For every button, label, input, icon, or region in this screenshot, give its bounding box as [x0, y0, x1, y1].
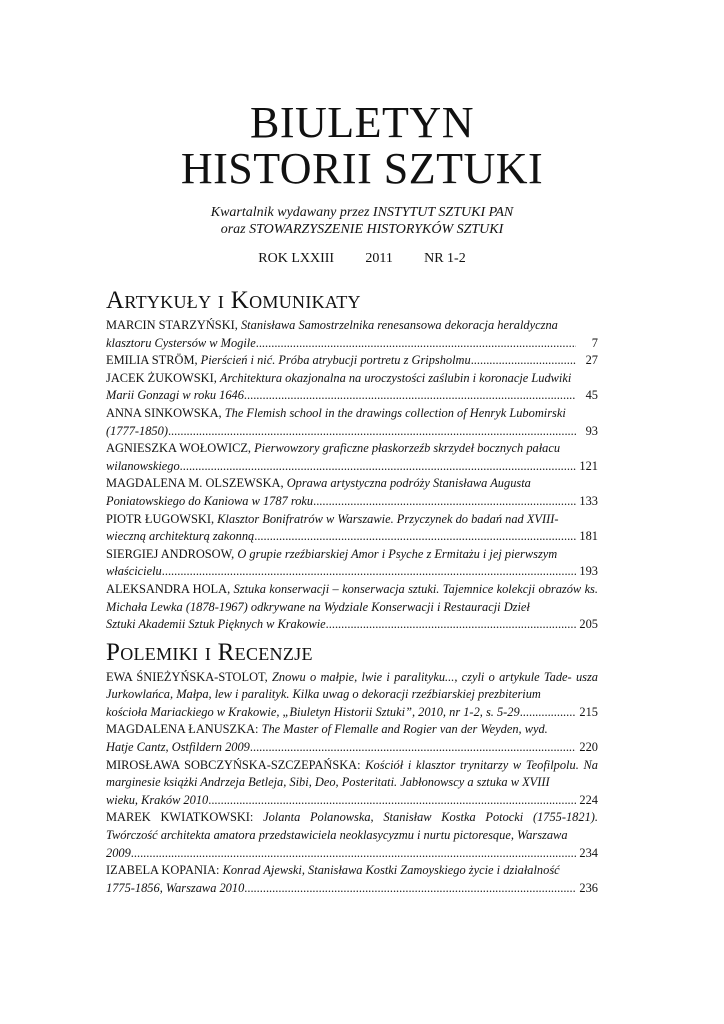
- toc-entry-line: [106, 739, 598, 757]
- entry-page-number: 93: [585, 423, 598, 438]
- entry-title: Jolanta Polanowska, Stanisław Kostka Potocki (1755-1821).: [263, 810, 598, 825]
- toc-entry: [106, 721, 598, 756]
- entry-title-end: 1775-1856, Warszawa 2010: [106, 880, 245, 895]
- journal-title-line2: HISTORII SZTUKI: [180, 144, 544, 193]
- toc-entry: [106, 546, 598, 581]
- entry-author: MAREK KWIATKOWSKI:: [106, 810, 264, 825]
- entry-author: EWA ŚNIEŻYŃSKA-STOLOT,: [106, 669, 273, 684]
- dot-leader: [313, 493, 576, 511]
- entry-title-end: klasztoru Cystersów w Mogile: [106, 335, 256, 350]
- entry-author: MARCIN STARZYŃSKI,: [106, 318, 241, 332]
- journal-title-line1: BIULETYN: [250, 98, 474, 147]
- entry-author: AGNIESZKA WOŁOWICZ,: [106, 441, 255, 456]
- entry-author: MAGDALENA ŁANUSZKA:: [106, 722, 262, 737]
- entry-title: The Flemish school in the drawings collection of Henryk Lubomirski: [224, 405, 566, 420]
- entry-title: Oprawa artystyczna podróży Stanisława Augusta: [286, 476, 531, 491]
- dot-leader: [250, 739, 576, 757]
- entry-title: Sztuka konserwacji – konserwacja sztuki. Tajemnice kolekcji obrazów: [233, 581, 582, 596]
- entry-text: [106, 862, 598, 880]
- entry-title: Stanisława Samostrzelnika renesansowa dekoracja heraldyczna: [240, 318, 558, 332]
- entry-text: [106, 757, 598, 792]
- entry-title-end: wilanowskiego: [106, 458, 180, 473]
- entry-text: [106, 546, 598, 564]
- entry-text: [106, 721, 598, 739]
- entry-author: PIOTR ŁUGOWSKI,: [106, 511, 218, 526]
- entry-page-number: 193: [579, 564, 598, 579]
- toc-entry-line: [106, 880, 598, 898]
- dot-leader: [326, 616, 576, 634]
- entry-page-number: 181: [579, 529, 598, 544]
- entry-title: Architektura okazjonalna na uroczystości zaślubin i koronacje Ludwiki: [219, 370, 572, 385]
- entry-title: Pierścień i nić. Próba atrybucji portretu z Gripsholmu: [200, 353, 471, 368]
- dot-leader: [131, 845, 576, 863]
- toc-entry: [106, 862, 598, 897]
- toc-entry-line: [106, 563, 598, 581]
- entry-title-cont: Na marginesie książki Andrzeja Betleja, Sibi, Deo, Posteritati. Jabłonowscy a sztuka w XVIII: [106, 757, 598, 790]
- entry-text: [106, 511, 598, 529]
- issue-info: [0, 251, 724, 267]
- toc-entry-line: [106, 458, 598, 476]
- entry-page-number: 121: [579, 458, 598, 473]
- entry-page-number: 27: [585, 353, 598, 368]
- entry-page-number: 236: [579, 880, 598, 895]
- entry-title: O grupie rzeźbiarskiej Amor i Psyche z Ermitażu i jej pierwszym: [237, 546, 558, 561]
- entry-text: [106, 370, 598, 388]
- toc-entry-line: [106, 704, 598, 722]
- entry-title-end: 2009: [106, 845, 131, 860]
- entry-title: The Master of Flemalle and Rogier van der Weyden, wyd.: [261, 722, 548, 737]
- dot-leader: [244, 880, 576, 898]
- section-heading: Artykuły i Komunikaty: [106, 287, 361, 314]
- entry-page-number: 234: [579, 845, 598, 860]
- entry-author: MIROSŁAWA SOBCZYŃSKA-SZCZEPAŃSKA:: [106, 757, 366, 772]
- toc-entry: [106, 317, 598, 352]
- entry-page-number: 7: [591, 335, 598, 350]
- entry-title: Kościół i klasztor trynitarzy w Teofilpolu.: [365, 757, 579, 772]
- entry-text: [106, 475, 598, 493]
- dot-leader: [254, 528, 576, 546]
- toc-entry: [106, 352, 598, 370]
- entry-text: [106, 317, 598, 335]
- toc-entry-line: [106, 423, 598, 441]
- entry-title-end: właścicielu: [106, 564, 162, 579]
- masthead: [0, 100, 724, 267]
- entry-author: ALEKSANDRA HOLA,: [106, 581, 234, 596]
- entry-author: SIERGIEJ ANDROSOW,: [106, 546, 238, 561]
- publisher-line2: oraz STOWARZYSZENIE HISTORYKÓW SZTUKI: [220, 222, 504, 237]
- toc-entry: [106, 370, 598, 405]
- toc-entry-line: [106, 387, 598, 405]
- entry-page-number: 220: [579, 740, 598, 755]
- entry-author: IZABELA KOPANIA:: [106, 863, 223, 878]
- toc-entry-line: [106, 335, 598, 353]
- entry-page-number: 133: [579, 493, 598, 508]
- entry-text: [106, 440, 598, 458]
- section-heading: Polemiki i Recenzje: [106, 638, 313, 666]
- toc-entry: [106, 581, 598, 634]
- entry-title-end: wieku, Kraków 2010: [106, 792, 209, 807]
- entry-author: ANNA SINKOWSKA,: [106, 405, 225, 420]
- entry-title: Klasztor Bonifratrów w Warszawie. Przyczynek do badań nad XVIII-: [217, 511, 559, 526]
- entry-page-number: 215: [579, 704, 598, 719]
- entry-author: MAGDALENA M. OLSZEWSKA,: [106, 476, 287, 491]
- dot-leader: [244, 387, 576, 405]
- entry-title: Znowu o małpie, lwie i paralityku..., czyli o artykule Tade-: [272, 669, 572, 684]
- entry-title-cont: ks. Michała Lewka (1878-1967) odkrywane na Wydziale Konserwacji i Restauracji Dzieł: [106, 581, 598, 614]
- dot-leader: [256, 335, 576, 353]
- entry-page-number: 224: [579, 792, 598, 807]
- toc-entry-line: [106, 616, 598, 634]
- toc-entry-line: [106, 528, 598, 546]
- table-of-contents: [106, 286, 598, 897]
- entry-page-number: 45: [585, 388, 598, 403]
- toc-entry-line: [106, 352, 598, 370]
- entry-text: [106, 669, 598, 704]
- entry-author: EMILIA STRÖM,: [106, 353, 201, 368]
- toc-entry-line: [106, 493, 598, 511]
- toc-entry: [106, 475, 598, 510]
- dot-leader: [520, 704, 576, 722]
- toc-entry: [106, 511, 598, 546]
- toc-entry: [106, 809, 598, 862]
- toc-entry-line: [106, 792, 598, 810]
- entry-title-end: wieczną architekturą zakonną: [106, 529, 255, 544]
- entry-title: Konrad Ajewski, Stanisława Kostki Zamoyskiego życie i działalność: [222, 863, 560, 878]
- dot-leader: [162, 563, 576, 581]
- toc-entry: [106, 669, 598, 722]
- entry-title-end: Sztuki Akademii Sztuk Pięknych w Krakowie: [106, 617, 326, 632]
- toc-entry: [106, 405, 598, 440]
- toc-entry-line: [106, 845, 598, 863]
- entry-text: [106, 809, 598, 844]
- publisher-line1: Kwartalnik wydawany przez INSTYTUT SZTUKI PAN: [210, 205, 514, 220]
- dot-leader: [471, 352, 576, 370]
- issue-year: 2011: [365, 251, 393, 266]
- entry-title-end: Hatje Cantz, Ostfildern 2009: [106, 740, 250, 755]
- entry-title-cont: usza Jurkowlańca, Małpa, lew i paralityk. Kilka uwag o dekoracji rzeźbiarskiej prezbiterium: [106, 669, 598, 702]
- issue-number: NR 1-2: [424, 251, 466, 266]
- entry-page-number: 205: [579, 617, 598, 632]
- entry-title-end: (1777-1850): [106, 423, 168, 438]
- entry-title-cont: Twórczość architekta amatora przedstawiciela neoklasycyzmu i nurtu pictoresque, Warszawa: [106, 828, 568, 843]
- entry-author: JACEK ŻUKOWSKI,: [106, 370, 220, 385]
- entry-title-end: kościoła Mariackiego w Krakowie, „Biuletyn Historii Sztuki”, 2010, nr 1-2, s. 5-29: [106, 704, 520, 719]
- entry-title-end: Marii Gonzagi w roku 1646: [106, 388, 244, 403]
- volume-label: ROK LXXIII: [258, 251, 335, 266]
- toc-entry: [106, 757, 598, 810]
- toc-entry: [106, 440, 598, 475]
- entry-title-end: Poniatowskiego do Kaniowa w 1787 roku: [106, 493, 314, 508]
- dot-leader: [208, 792, 576, 810]
- dot-leader: [180, 458, 576, 476]
- entry-text: [106, 405, 598, 423]
- entry-text: [106, 581, 598, 616]
- entry-title: Pierwowzory graficzne płaskorzeźb skrzydeł bocznych pałacu: [254, 441, 561, 456]
- dot-leader: [168, 423, 576, 441]
